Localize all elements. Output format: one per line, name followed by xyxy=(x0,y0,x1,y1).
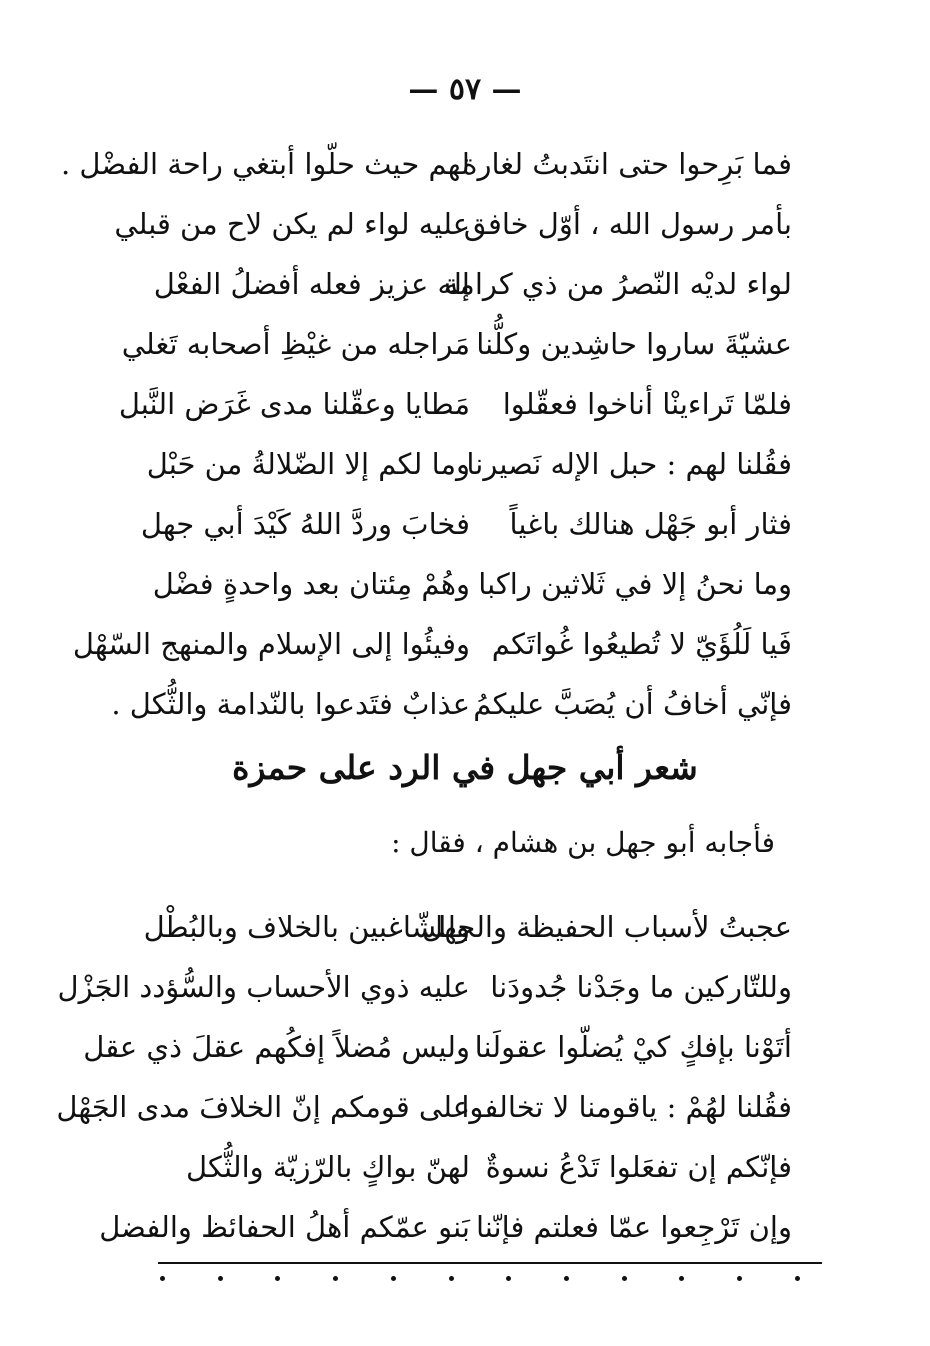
verse-first-hemistich: فما بَرِحوا حتى انتَدبتُ لغارة xyxy=(462,147,792,181)
verse-second-hemistich: وما لكم إلا الضّلالةُ من حَبْل xyxy=(146,447,470,481)
footer-dot xyxy=(564,1276,569,1281)
footer-dot xyxy=(795,1276,800,1281)
verse-line xyxy=(0,1017,930,1077)
verse-first-hemistich: فلمّا تَراءينْا أناخوا فعقّلوا xyxy=(502,387,792,421)
verse-line xyxy=(0,897,930,957)
verse-line xyxy=(0,374,930,434)
verse-second-hemistich: وليس مُضلاً إفكُهم عقلَ ذي عقل xyxy=(83,1030,470,1064)
verse-line xyxy=(0,614,930,674)
footer-dot xyxy=(737,1276,742,1281)
intro-line: فأجابه أبو جهل بن هشام ، فقال : xyxy=(391,826,775,859)
footer-dot xyxy=(333,1276,338,1281)
verse-line xyxy=(0,554,930,614)
footer-dot xyxy=(449,1276,454,1281)
verse-first-hemistich: فإنّي أخافُ أن يُصَبَّ عليكمُ xyxy=(473,687,792,721)
verse-second-hemistich: بَنو عمّكم أهلُ الحفائظ والفضل xyxy=(99,1210,470,1244)
footer-rule xyxy=(158,1262,822,1264)
verse-second-hemistich: فخابَ وردَّ اللهُ كَيْدَ أبي جهل xyxy=(140,507,470,541)
verse-first-hemistich: فثار أبو جَهْل هنالك باغياً xyxy=(509,507,792,541)
verse-line xyxy=(0,434,930,494)
footer-dots xyxy=(160,1276,800,1281)
verse-second-hemistich: لهم حيث حلّوا أبتغي راحة الفضْل . xyxy=(60,147,470,181)
section-heading: شعر أبي جهل في الرد على حمزة xyxy=(232,748,698,787)
verse-second-hemistich: مَراجله من غيْظِ أصحابه تَغلي xyxy=(121,327,470,361)
verse-line xyxy=(0,254,930,314)
footer-dot xyxy=(218,1276,223,1281)
verse-line xyxy=(0,957,930,1017)
footer-dot xyxy=(391,1276,396,1281)
verse-first-hemistich: أتَوْنا بإفكٍ كيْ يُضلّوا عقولَنا xyxy=(474,1030,792,1064)
verse-second-hemistich: عليه لواء لم يكن لاح من قبلي xyxy=(114,207,470,241)
verse-line xyxy=(0,134,930,194)
footer-dot xyxy=(160,1276,165,1281)
verse-first-hemistich: لواء لديْه النّصرُ من ذي كرامة xyxy=(443,267,792,301)
verse-line xyxy=(0,314,930,374)
poem-verses-second xyxy=(0,897,930,1257)
verse-first-hemistich: وإن تَرْجِعوا عمّا فعلتم فإنّنا xyxy=(475,1210,792,1244)
verse-second-hemistich: وهُمْ مِئتان بعد واحدةٍ فضْل xyxy=(152,567,470,601)
verse-line xyxy=(0,194,930,254)
verse-second-hemistich: عليه ذوي الأحساب والسُّؤدد الجَزْل xyxy=(57,970,470,1004)
footer-dot xyxy=(679,1276,684,1281)
verse-second-hemistich: مَطايا وعقّلنا مدى غَرَض النَّبل xyxy=(118,387,470,421)
verse-line xyxy=(0,674,930,734)
verse-first-hemistich: فقُلنا لهُمْ : ياقومنا لا تخالفوا xyxy=(461,1090,792,1124)
verse-first-hemistich: عجبتُ لأسباب الحفيظة والجهل xyxy=(422,910,792,944)
verse-first-hemistich: وما نحنُ إلا في ثَلاثين راكبا xyxy=(478,567,792,601)
verse-first-hemistich: عشيّةَ ساروا حاشِدين وكلُّنا xyxy=(476,327,792,361)
verse-first-hemistich: بأمر رسول الله ، أوّل خافق xyxy=(463,207,792,241)
poem-verses-first xyxy=(0,134,930,734)
footer-dot xyxy=(506,1276,511,1281)
verse-line xyxy=(0,1077,930,1137)
verse-second-hemistich: على قومكم إنّ الخلافَ مدى الجَهْل xyxy=(56,1090,470,1124)
verse-first-hemistich: وللتّاركين ما وجَدْنا جُدودَنا xyxy=(490,970,792,1004)
footer-dot xyxy=(622,1276,627,1281)
verse-line xyxy=(0,494,930,554)
footer-dot xyxy=(275,1276,280,1281)
verse-first-hemistich: فإنّكم إن تفعَلوا تَدْعُ نسوةٌ xyxy=(485,1150,792,1184)
verse-first-hemistich: فقُلنا لهم : حبل الإله نَصيرنا xyxy=(466,447,792,481)
verse-second-hemistich: عذابٌ فتَدعوا بالنّدامة والثُّكل . xyxy=(111,687,470,721)
verse-second-hemistich: وللشّاغبين بالخلاف وبالبُطْل xyxy=(143,910,470,944)
verse-line xyxy=(0,1197,930,1257)
verse-second-hemistich: لهنّ بواكٍ بالرّزيّة والثُّكل xyxy=(186,1150,470,1184)
verse-first-hemistich: فَيا لَلُؤَيّ لا تُطيعُوا غُواتَكم xyxy=(491,627,792,661)
verse-second-hemistich: وفيئُوا إلى الإسلام والمنهج السّهْل xyxy=(72,627,470,661)
verse-second-hemistich: إله عزيز فعله أفضلُ الفعْل xyxy=(153,267,470,301)
page-number: — ٥٧ — xyxy=(408,72,522,107)
verse-line xyxy=(0,1137,930,1197)
